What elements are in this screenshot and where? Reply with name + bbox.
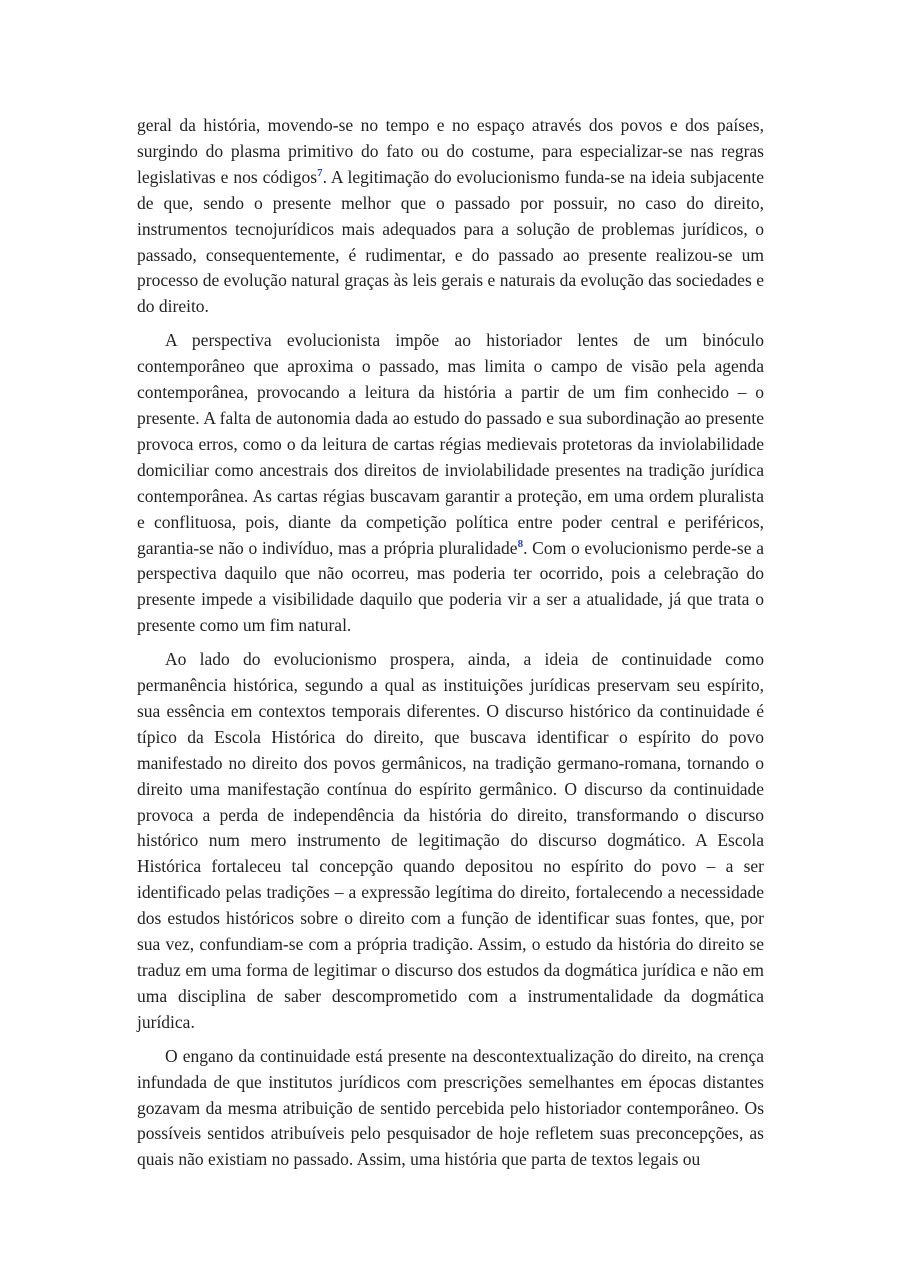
document-page: [137, 113, 764, 1181]
paragraph-2: [137, 328, 764, 639]
paragraph-1-text-b: . A legitimação do evolucionismo funda-se na ideia subjacente de que, sendo o presente melhor que o passado por possuir, no caso do direito, instrumentos tecnojurídicos mais adequados para a solução de problemas jurídicos, o passado, consequentemente, é rudimentar, e do passado ao presente realizou-se um processo de evolução natural graças às leis gerais e naturais da evolução das sociedades e do direito.: [137, 166, 764, 317]
paragraph-1: [137, 113, 764, 320]
paragraph-2-text-b: . Com o evolucionismo perde-se a perspectiva daquilo que não ocorreu, mas poderia ter ocorrido, pois a celebração do presente impede a visibilidade daquilo que poderia vir a ser a atualidade, já que trata o presente como um fim natural.: [137, 537, 764, 636]
paragraph-3-text: Ao lado do evolucionismo prospera, ainda, a ideia de continuidade como permanência histórica, segundo a qual as instituições jurídicas preservam seu espírito, sua essência em contextos temporais diferentes. O discurso histórico da continuidade é típico da Escola Histórica do direito, que buscava identificar o espírito do povo manifestado no direito dos povos germânicos, na tradição germano-romana, tornando o direito uma manifestação contínua do espírito germânico. O discurso da continuidade provoca a perda de independência da história do direito, transformando o discurso histórico num mero instrumento de legitimação do discurso dogmático. A Escola Histórica fortaleceu tal concepção quando depositou no espírito do povo – a ser identificado pelas tradições – a expressão legítima do direito, fortalecendo a necessidade dos estudos históricos sobre o direito com a função de identificar suas fontes, que, por sua vez, confundiam-se com a própria tradição. Assim, o estudo da história do direito se traduz em uma forma de legitimar o discurso dos estudos da dogmática jurídica e não em uma disciplina de saber descomprometido com a instrumentalidade da dogmática jurídica.: [137, 649, 764, 1032]
paragraph-2-text-a: A perspectiva evolucionista impõe ao historiador lentes de um binóculo contemporâneo que aproxima o passado, mas limita o campo de visão pela agenda contemporânea, provocando a leitura da história a partir de um fim conhecido – o presente. A falta de autonomia dada ao estudo do passado e sua subordinação ao presente provoca erros, como o da leitura de cartas régias medievais protetoras da inviolabilidade domiciliar como ancestrais dos direitos de inviolabilidade presentes na tradição jurídica contemporânea. As cartas régias buscavam garantir a proteção, em uma ordem pluralista e conflituosa, pois, diante da competição política entre poder central e periféricos, garantia-se não o indivíduo, mas a própria pluralidade: [137, 330, 764, 558]
paragraph-1-text-a: geral da história, movendo-se no tempo e no espaço através dos povos e dos países, surgindo do plasma primitivo do fato ou do costume, para especializar-se nas regras legislativas e nos códigos: [137, 115, 764, 187]
paragraph-3: [137, 647, 764, 1036]
footnote-ref-7[interactable]: 7: [317, 166, 323, 179]
paragraph-4: [137, 1044, 764, 1174]
paragraph-4-text: O engano da continuidade está presente na descontextualização do direito, na crença infundada de que institutos jurídicos com prescrições semelhantes em épocas distantes gozavam da mesma atribuição de sentido percebida pelo historiador contemporâneo. Os possíveis sentidos atribuíveis pelo pesquisador de hoje refletem suas preconcepções, as quais não existiam no passado. Assim, uma história que parta de textos legais ou: [137, 1045, 764, 1170]
footnote-ref-8[interactable]: 8: [517, 537, 524, 550]
